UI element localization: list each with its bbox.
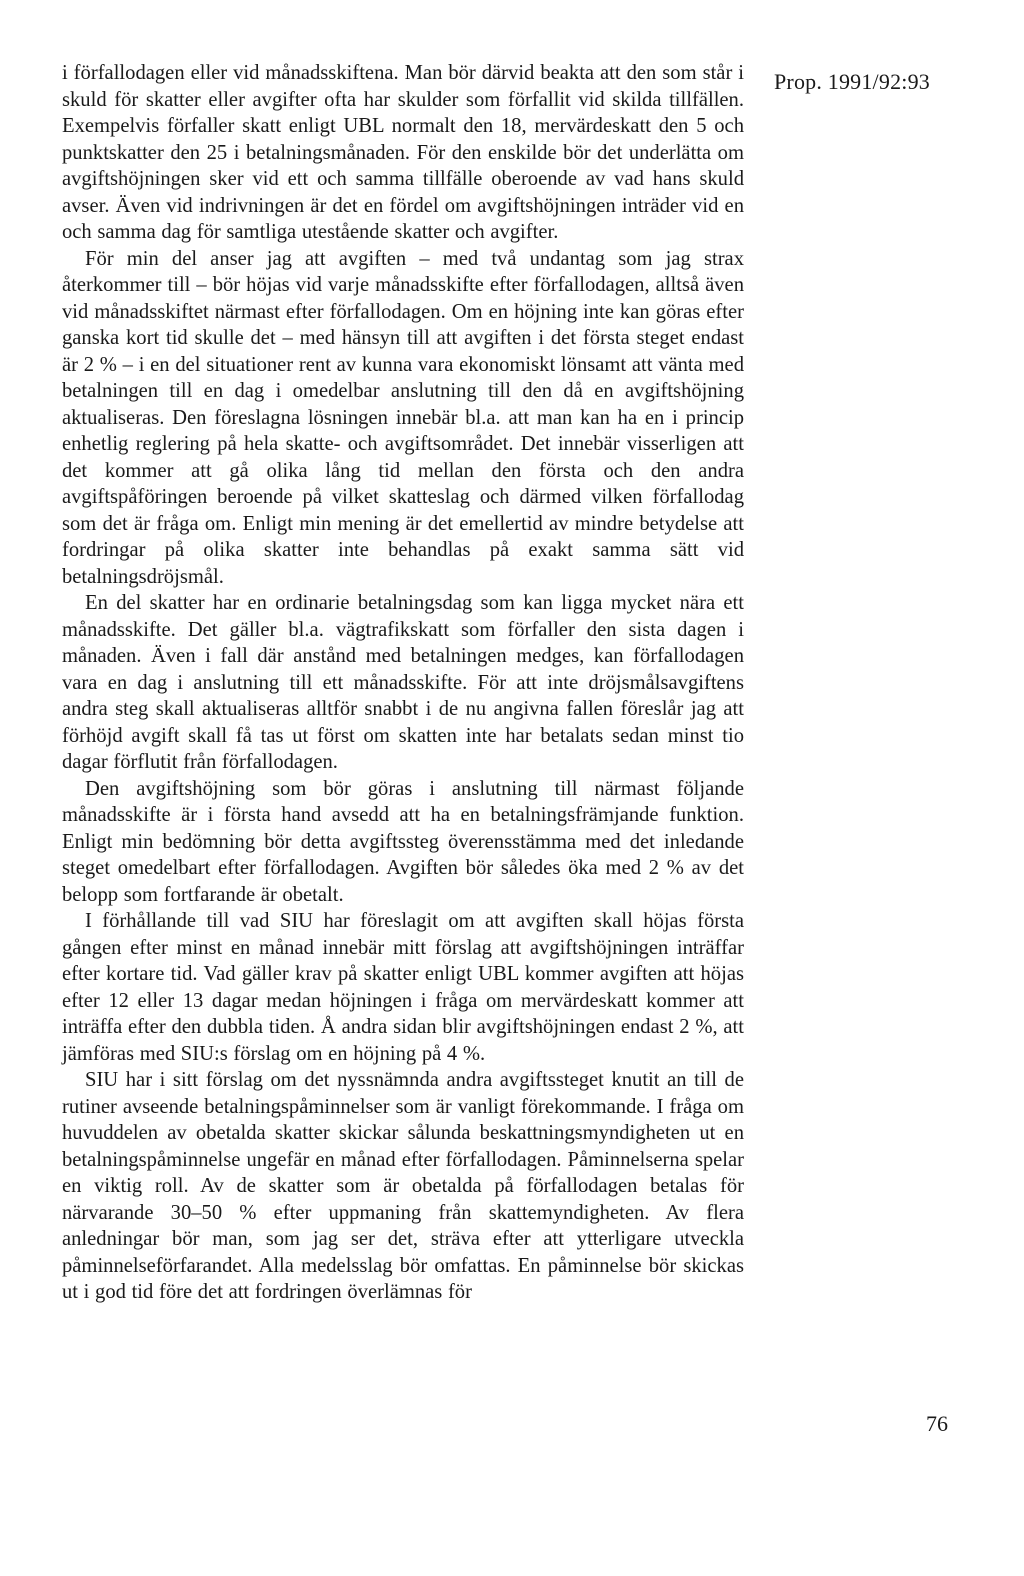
paragraph: I förhållande till vad SIU har föreslagit om att avgiften skall höjas första gången efter minst en månad innebär mitt förslag att avgiftshöjningen inträffar efter kortare tid. Vad gäller krav på skatter enligt UBL kommer avgiften att höjas efter 12 eller 13 dagar medan höjningen i fråga om mervärdeskatt kommer att inträffa efter den dubbla tiden. Å andra sidan blir avgiftshöjningen endast 2 %, att jämföras med SIU:s förslag om en höjning på 4 %. bbox=[62, 910, 744, 1065]
page-number: 76 bbox=[926, 1411, 948, 1436]
paragraph: För min del anser jag att avgiften – med två undantag som jag strax återkommer till – bör höjas vid varje månadsskifte efter förfallodagen, alltså även vid månadsskiftet närmast efter förfallodagen. Om en höjning inte kan göras efter ganska kort tid skulle det – med hänsyn till att avgiften i det första steget endast är 2 % – i en del situationer rent av kunna vara ekonomiskt lönsamt att vänta med betalningen till en dag i omedelbar anslutning till den då en avgiftshöjning aktualiseras. Den föreslagna lösningen innebär bl.a. att man kan ha en i princip enhetlig reglering på hela skatte- och avgiftsområdet. Det innebär visserligen att det kommer att gå olika lång tid mellan den första och den andra avgiftspåföringen beroende på vilket skatteslag och därmed vilken förfallodag som det är fråga om. Enligt min mening är det emellertid av mindre betydelse att fordringar på olika skatter inte behandlas på exakt samma sätt vid betalningsdröjsmål. bbox=[62, 247, 744, 588]
paragraph: En del skatter har en ordinarie betalningsdag som kan ligga mycket nära ett månadsskifte. Det gäller bl.a. vägtrafikskatt som förfaller den sista dagen i månaden. Även i fall där anstånd med betalningen medges, kan förfallodagen vara en dag i anslutning till ett månadsskifte. För att inte dröjsmålsavgiftens andra steg skall aktualiseras alltför snabbt i de nu angivna fallen föreslår jag att förhöjd avgift skall få tas ut först om skatten inte har betalats sedan minst tio dagar förflutit från förfallodagen. bbox=[62, 592, 744, 773]
paragraph: Den avgiftshöjning som bör göras i anslutning till närmast följande månadsskifte är i första hand avsedd att ha en betalningsfrämjande funktion. Enligt min bedömning bör detta avgiftssteg överensstämma med det inledande steget omedelbart efter förfallodagen. Avgiften bör således öka med 2 % av det belopp som fortfarande är obetalt. bbox=[62, 777, 744, 906]
body-text bbox=[62, 60, 744, 1306]
paragraph-continued: i förfallodagen eller vid månadsskiftena. Man bör därvid beakta att den som står i skuld för skatter eller avgifter ofta har skulder som förfallit vid skilda tillfällen. Exempelvis förfaller skatt enligt UBL normalt den 18, mervärdeskatt den 5 och punktskatter den 25 i betalningsmånaden. För den enskilde bör det underlätta om avgiftshöjningen sker vid ett och samma tillfälle oberoende av vad hans skuld avser. Även vid indrivningen är det en fördel om avgiftshöjningen inträder vid en och samma dag för samtliga utestående skatter och avgifter. bbox=[62, 62, 744, 243]
paragraph: SIU har i sitt förslag om det nyssnämnda andra avgiftssteget knutit an till de rutiner avseende betalningspåminnelser som är vanligt förekommande. I fråga om huvuddelen av obetalda skatter skickar sålunda beskattningsmyndigheten ut en betalningspåminnelse ungefär en månad efter förfallodagen. Påminnelserna spelar en viktig roll. Av de skatter som är obetalda på förfallodagen betalas för närvarande 30–50 % efter uppmaning från skattemyndigheten. Av flera anledningar bör man, som jag ser det, sträva efter att ytterligare utveckla påminnelseförfarandet. Alla medelsslag bör omfattas. En påminnelse bör skickas ut i god tid före det att fordringen överlämnas för bbox=[62, 1069, 744, 1303]
document-reference: Prop. 1991/92:93 bbox=[774, 69, 930, 94]
